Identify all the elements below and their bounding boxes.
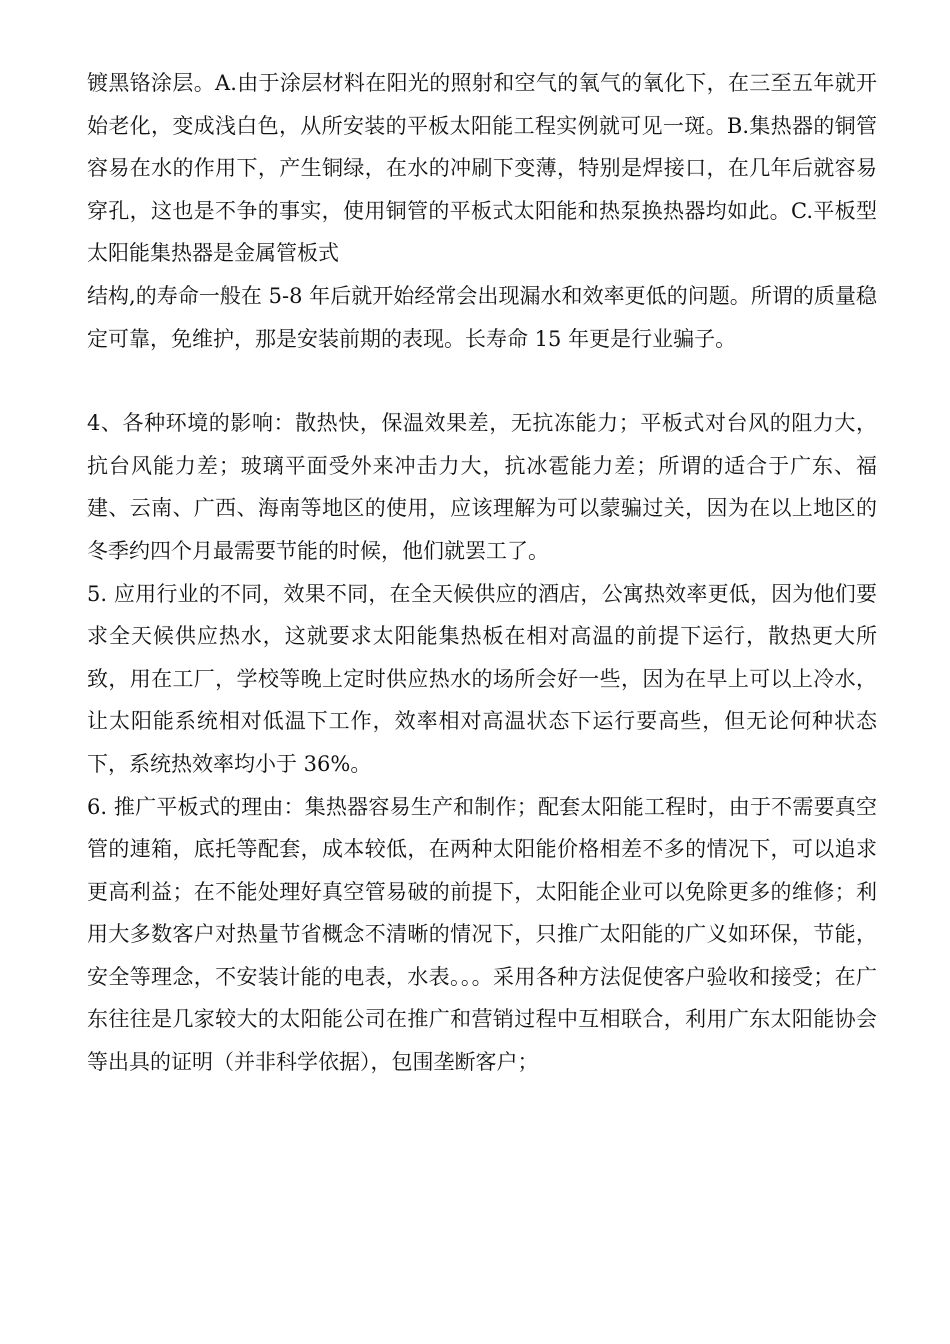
paragraph-coating-aging: 镀黑铬涂层。A.由于涂层材料在阳光的照射和空气的氧气的氧化下，在三至五年就开始老化，变成浅白色，从所安装的平板太阳能工程实例就可见一斑。B.集热器的铜管容易在水的作用下，产生铜绿，在水的冲刷下变薄，特别是焊接口，在几年后就容易穿孔，这也是不争的事实，使用铜管的平板式太阳能和热泵换热器均如此。C.平板型太阳能集热器是金属管板式 (87, 71, 877, 266)
paragraph-industry-difference: 5. 应用行业的不同，效果不同，在全天候供应的酒店，公寓热效率更低，因为他们要求全天候供应热水，这就要求太阳能集热板在相对高温的前提下运行，散热更大所致，用在工厂，学校等晚上定时供应热水的场所会好一些，因为在早上可以上冷水，让太阳能系统相对低温下工作，效率相对高温状态下运行要高些，但无论何种状态下，系统热效率均小于 36%。 (87, 581, 877, 776)
document-page (87, 62, 877, 1084)
paragraph-promotion-reasons: 6. 推广平板式的理由：集热器容易生产和制作；配套太阳能工程时，由于不需要真空管的連箱，底托等配套，成本较低，在两种太阳能价格相差不多的情况下，可以追求更高利益；在不能处理好真空管易破的前提下，太阳能企业可以免除更多的维修；利用大多数客户对热量节省概念不清晰的情况下，只推广太阳能的广义如环保，节能，安全等理念，不安装计能的电表，水表。。。采用各种方法促使客户验收和接受；在广东往往是几家较大的太阳能公司在推广和营销过程中互相联合，利用广东太阳能协会等出具的证明（并非科学依据），包围垄断客户； (87, 794, 877, 1075)
paragraph-environment-impact: 4、各种环境的影响：散热快，保温效果差，无抗冻能力；平板式对台风的阻力大，抗台风能力差；玻璃平面受外来冲击力大，抗冰雹能力差；所谓的适合于广东、福建、云南、广西、海南等地区的使用，应该理解为可以蒙骗过关，因为在以上地区的冬季约四个月最需要节能的时候，他们就罢工了。 (87, 411, 877, 563)
paragraph-gap (87, 360, 877, 402)
paragraph-lifespan: 结构,的寿命一般在 5-8 年后就开始经常会出现漏水和效率更低的问题。所谓的质量稳定可靠，免维护，那是安装前期的表现。长寿命 15 年更是行业骗子。 (87, 283, 877, 351)
